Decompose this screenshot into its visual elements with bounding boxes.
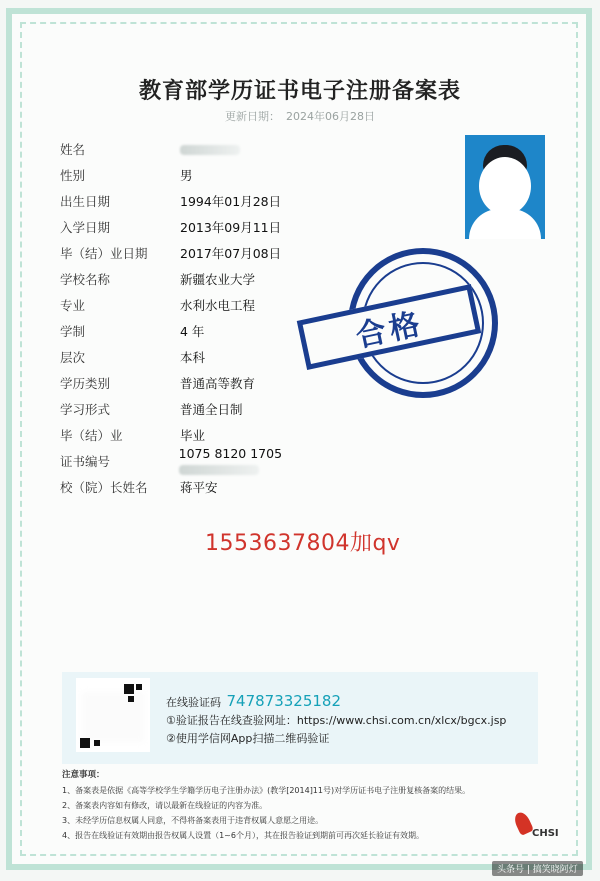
row-graduation-date	[60, 240, 360, 266]
field-value-redacted	[180, 142, 240, 157]
chsi-logo-text: CHSI	[532, 828, 559, 839]
row-name	[60, 136, 360, 162]
verification-url-line: ①验证报告在线查验网址：https://www.chsi.com.cn/xlcx/bgcx.jsp	[166, 714, 507, 727]
qr-module	[124, 684, 134, 694]
note-item: 3、未经学历信息权属人同意，不得将备案表用于违背权属人意愿之用途。	[62, 816, 324, 825]
verification-panel	[62, 672, 538, 764]
field-label: 学校名称	[60, 272, 111, 287]
verification-code: 747873325182	[226, 692, 342, 710]
qr-module	[94, 740, 100, 746]
notes-section	[62, 768, 532, 843]
field-label: 入学日期	[60, 220, 111, 235]
field-label: 证书编号	[60, 454, 111, 469]
row-school-name	[60, 266, 360, 292]
qr-blur	[82, 692, 144, 742]
field-value: 4 年	[180, 324, 205, 339]
field-value: 普通高等教育	[180, 376, 256, 391]
field-label: 专业	[60, 298, 86, 313]
field-value	[179, 446, 360, 476]
note-item: 1、备案表是依据《高等学校学生学籍学历电子注册办法》(教学[2014]11号)对学历证书电子注册复核备案的结果。	[62, 786, 471, 795]
row-birth-date	[60, 188, 360, 214]
row-enroll-date	[60, 214, 360, 240]
verification-code-line	[166, 692, 341, 710]
update-date-value: 2024年06月28日	[286, 110, 375, 123]
field-value: 毕业	[180, 428, 206, 443]
field-value: 2013年09月11日	[180, 220, 282, 235]
stamp-text: 合格	[352, 306, 427, 355]
row-education-type	[60, 370, 360, 396]
field-value: 水利水电工程	[180, 298, 256, 313]
row-president-name	[60, 474, 360, 500]
note-item: 4、报告在线验证有效期由报告权属人设置（1~6个月），其在报告验证到期前可再次延长验证有效期。	[62, 831, 424, 840]
field-label: 毕（结）业	[60, 428, 123, 443]
field-value: 普通全日制	[180, 402, 243, 417]
field-label: 学制	[60, 324, 86, 339]
photo-face-redacted	[479, 157, 531, 215]
redaction-blur	[179, 465, 259, 475]
redaction-blur	[180, 145, 240, 155]
chsi-mark-icon	[512, 810, 534, 836]
source-watermark: 头条号 | 搞笑晓阿灯	[492, 861, 583, 876]
field-value: 男	[180, 168, 193, 183]
field-value: 蒋平安	[180, 480, 218, 495]
update-date-line	[0, 108, 600, 124]
field-label: 校（院）长姓名	[60, 480, 148, 495]
field-label: 出生日期	[60, 194, 111, 209]
update-date-label: 更新日期：	[225, 110, 280, 123]
qr-module	[128, 696, 134, 702]
field-value: 新疆农业大学	[180, 272, 256, 287]
id-photo	[465, 135, 545, 239]
field-label: 学习形式	[60, 402, 111, 417]
row-major	[60, 292, 360, 318]
qr-code[interactable]	[76, 678, 150, 752]
field-value: 本科	[180, 350, 206, 365]
verification-code-label: 在线验证码	[166, 696, 221, 709]
overlay-contact-text: 1553637804加qv	[205, 531, 401, 556]
verification-app-line: ②使用学信网App扫描二维码验证	[166, 732, 330, 745]
row-completion	[60, 422, 360, 448]
qr-module	[136, 684, 142, 690]
row-gender	[60, 162, 360, 188]
field-label: 姓名	[60, 142, 86, 157]
notes-heading: 注意事项：	[62, 770, 105, 780]
document-title: 教育部学历证书电子注册备案表	[138, 79, 461, 104]
field-label: 性别	[60, 168, 86, 183]
note-item: 2、备案表内容如有修改，请以最新在线验证的内容为准。	[62, 801, 268, 810]
field-label: 层次	[60, 350, 86, 365]
field-value: 1994年01月28日	[180, 194, 282, 209]
qr-module	[80, 738, 90, 748]
field-value: 2017年07月08日	[180, 246, 282, 261]
field-label: 学历类别	[60, 376, 111, 391]
field-label: 毕（结）业日期	[60, 246, 148, 261]
certificate-number-text: 1075 8120 1705	[178, 446, 283, 461]
row-certificate-number	[60, 448, 360, 474]
row-study-mode	[60, 396, 360, 422]
chsi-logo	[512, 810, 559, 844]
